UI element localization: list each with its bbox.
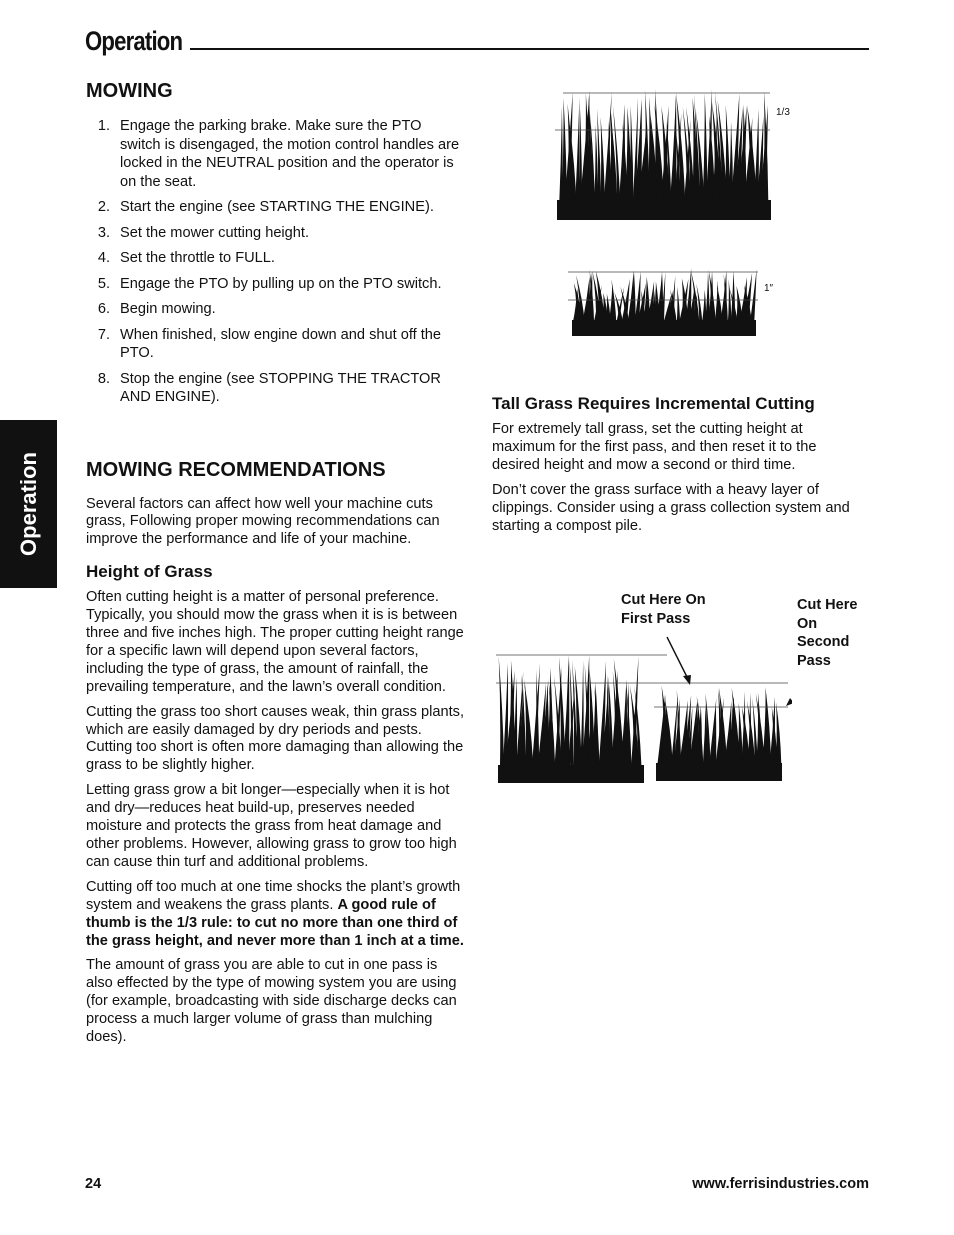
grass-blades: [499, 655, 642, 767]
first-pass-callout: Cut Here On First Pass: [621, 592, 706, 627]
first-pass-arrow: [667, 637, 689, 681]
step-item: 7. When finished, slow engine down and shut off the PTO.: [97, 326, 442, 361]
step-item: 8. Stop the engine (see STOPPING THE TRACTOR AND ENGINE).: [97, 370, 441, 405]
mowing-heading: MOWING: [86, 80, 173, 102]
grass-one-third-illustration: [555, 85, 775, 225]
tall-grass-paragraph-1: For extremely tall grass, set the cutting height at maximum for the first pass, and then reset it to the desired height and mow a second or third time.: [492, 421, 817, 473]
section-side-tab: [0, 420, 57, 588]
grass-one-inch-illustration: [568, 262, 763, 340]
step-item: 5. Engage the PTO by pulling up on the PTO switch.: [97, 275, 442, 292]
height-of-grass-heading: Height of Grass: [86, 562, 213, 582]
tall-grass-heading: Tall Grass Requires Incremental Cutting: [492, 394, 815, 413]
tall-grass-paragraph-2: Don’t cover the grass surface with a heavy layer of clippings. Consider using a grass collection system and starting a compost pile.: [492, 481, 850, 534]
second-pass-callout: Cut Here On Second Pass: [797, 597, 858, 669]
one-third-label: 1/3: [776, 107, 790, 118]
one-third-rule: A good rule of thumb is the 1/3 rule: to cut no more than one third of the grass height, and never more than 1 inch at a time.: [86, 896, 464, 949]
step-item: 4. Set the throttle to FULL.: [97, 250, 275, 266]
page-header-title: Operation: [85, 26, 183, 56]
height-paragraph-3: Letting grass grow a bit longer—especially when it is hot and dry—reduces heat build-up, preserves needed moisture and protects the grass from heat damage and other problems. However, allowing grass to grow too high can cause thin turf and additional problems.: [86, 782, 457, 870]
mowing-steps-list: [86, 117, 464, 407]
step-item: 2. Start the engine (see STARTING THE ENGINE).: [97, 199, 434, 215]
recommendations-intro: Several factors can affect how well your machine cuts grass, Following proper mowing recommendations can improve the performance and life of your machine.: [86, 495, 440, 548]
page-number: 24: [85, 1176, 102, 1192]
footer-website: www.ferrisindustries.com: [692, 1176, 869, 1192]
grass-blades: [573, 268, 757, 324]
side-tab-label: Operation: [15, 452, 41, 556]
height-paragraph-4: Cutting off too much at one time shocks the plant’s growth system and weakens the grass plants. A good rule of thumb is the 1/3 rule: to cut no more than one third of the grass height, and never more than 1 inch at a time.: [86, 878, 464, 949]
incremental-cutting-illustration: [492, 625, 792, 790]
recommendations-heading: MOWING RECOMMENDATIONS: [86, 458, 386, 481]
step-item: 1. Engage the parking brake. Make sure the PTO switch is disengaged, the motion control handles are locked in the NEUTRAL position and the operator is on the seat.: [97, 118, 460, 190]
height-paragraph-5: The amount of grass you are able to cut in one pass is also effected by the type of mowing system you are using (for example, broadcasting with side discharge decks can process a much larger volume of grass than mulching does).: [86, 957, 457, 1046]
header-rule: [190, 48, 869, 50]
grass-blades: [559, 89, 768, 203]
grass-blades: [657, 685, 781, 765]
step-item: 6. Begin mowing.: [97, 301, 216, 317]
height-paragraph-1: Often cutting height is a matter of personal preference. Typically, you should mow the grass when it is is between three and five inches high. The proper cutting height range for a specific lawn will depend upon several factors, including the type of grass, the amount of rainfall, the prevailing temperature, and the lawn’s overall condition.: [86, 589, 464, 695]
left-column: [86, 80, 464, 1054]
step-item: 3. Set the mower cutting height.: [97, 224, 310, 241]
one-inch-label: 1″: [764, 283, 774, 294]
height-paragraph-2: Cutting the grass too short causes weak, thin grass plants, which are easily damaged by dry periods and pests. Cutting too short is often more damaging than allowing the grass to be slightly higher.: [86, 703, 465, 774]
right-column: [492, 394, 852, 542]
